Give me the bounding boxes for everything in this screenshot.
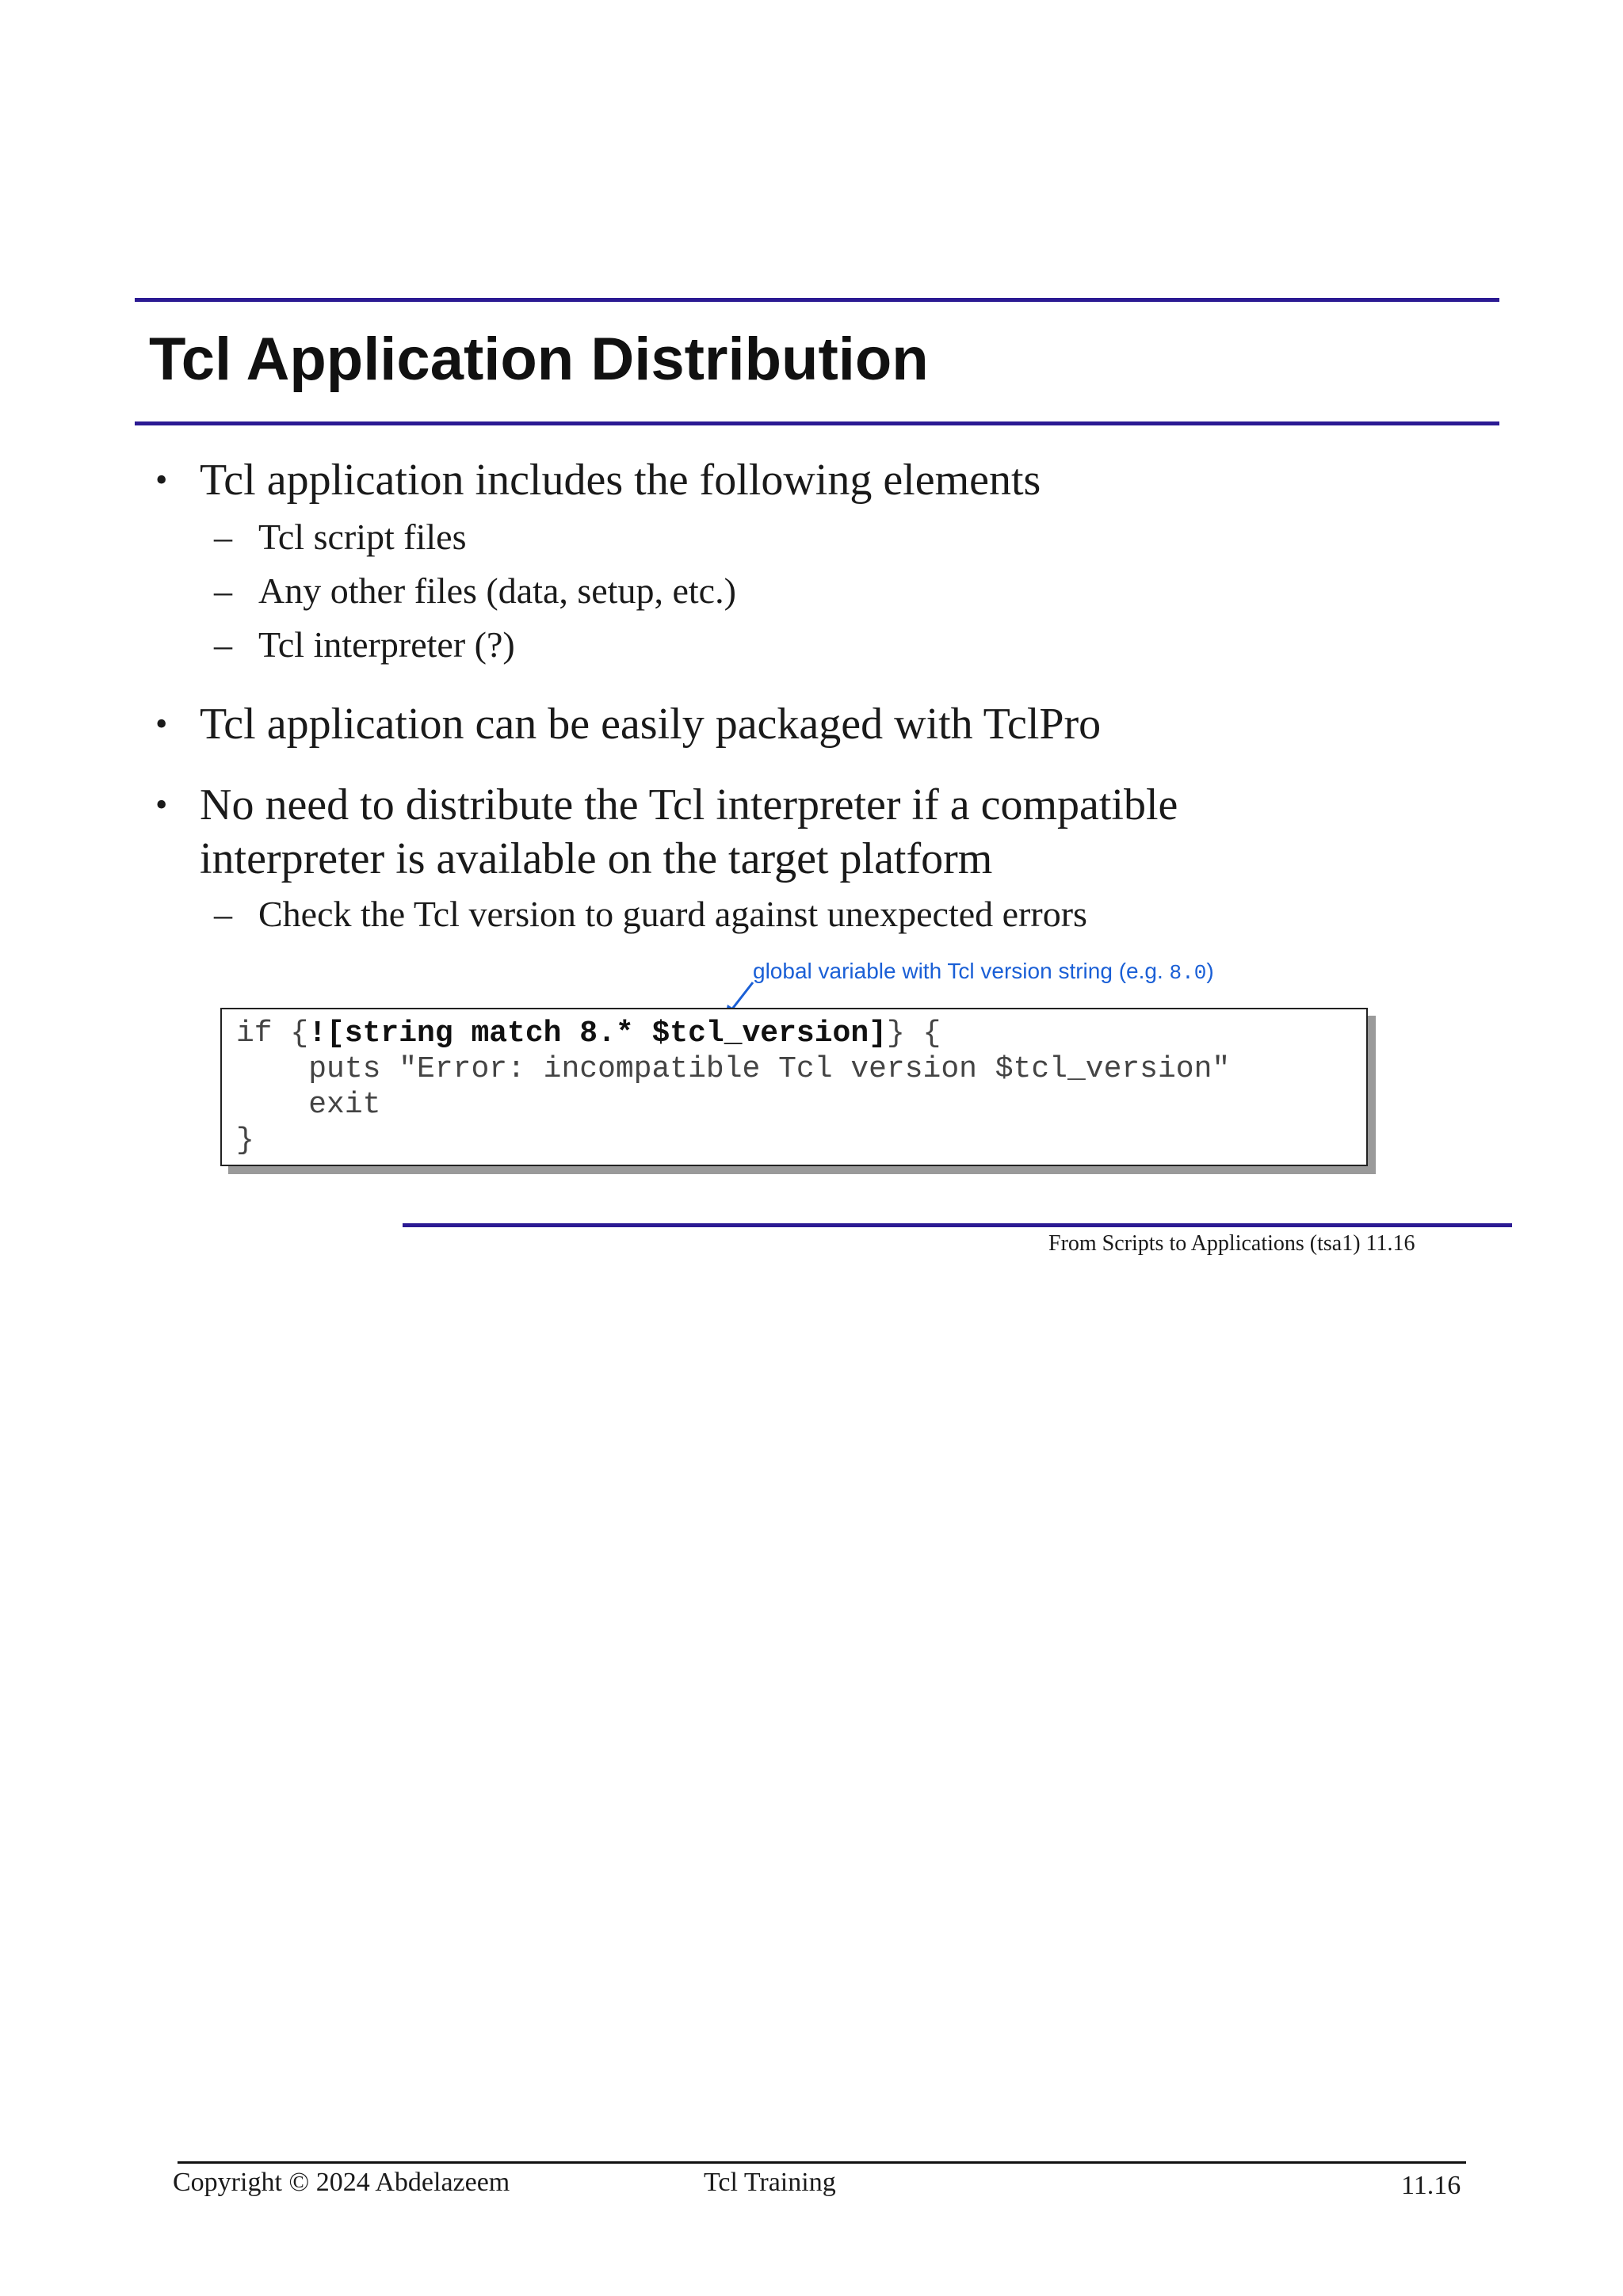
sub-item-text: Any other files (data, setup, etc.) (258, 570, 736, 611)
title-bottom-rule (135, 421, 1499, 425)
page-footer-rule (178, 2161, 1466, 2164)
bullet-dot: • (155, 785, 168, 824)
slide-title: Tcl Application Distribution (149, 326, 929, 393)
annotation-close: ) (1206, 959, 1214, 983)
course-name: Tcl Training (704, 2168, 836, 2197)
bullet-dot: • (155, 460, 168, 499)
code-line-1-pre: if { (236, 1016, 309, 1051)
bullet-1 (155, 453, 1041, 507)
code-line-1-bold: ![string match 8.* $tcl_version] (308, 1016, 887, 1051)
bullet-3-text-line2: interpreter is available on the target platform (200, 834, 993, 883)
code-line-1-post: } { (886, 1016, 941, 1051)
sub-item-1-3 (214, 623, 515, 667)
code-line-3: exit (236, 1088, 381, 1122)
sub-item-1-1 (214, 515, 467, 559)
bullet-3 (155, 778, 1178, 886)
title-top-rule (135, 298, 1499, 302)
sub-item-3-1 (214, 892, 1087, 936)
code-block (220, 1008, 1368, 1166)
code-line-2: puts "Error: incompatible Tcl version $tcl_version" (236, 1052, 1231, 1086)
annotation-text: global variable with Tcl version string (e.g. (753, 959, 1170, 983)
sub-item-1-2 (214, 569, 736, 613)
bullet-2 (155, 697, 1102, 751)
bullet-3-text-line1: No need to distribute the Tcl interpreter if a compatible (200, 780, 1178, 830)
page-number: 11.16 (1401, 2171, 1461, 2200)
dash-marker: – (214, 894, 232, 934)
section-footer: From Scripts to Applications (tsa1) 11.16 (1048, 1231, 1415, 1256)
sub-item-text: Tcl interpreter (?) (258, 624, 515, 665)
annotation-example: 8.0 (1169, 961, 1207, 985)
dash-marker: – (214, 624, 232, 665)
sub-item-text: Tcl script files (258, 517, 467, 557)
dash-marker: – (214, 517, 232, 557)
copyright: Copyright © 2024 Abdelazeem (173, 2168, 510, 2197)
section-footer-rule (403, 1223, 1512, 1227)
bullet-dot: • (155, 704, 168, 743)
bullet-2-text: Tcl application can be easily packaged with TclPro (200, 700, 1102, 749)
dash-marker: – (214, 570, 232, 611)
bullet-1-text: Tcl application includes the following elements (200, 456, 1041, 505)
code-line-4: } (236, 1123, 254, 1158)
code-annotation (753, 959, 1214, 985)
sub-item-text: Check the Tcl version to guard against unexpected errors (258, 894, 1087, 934)
